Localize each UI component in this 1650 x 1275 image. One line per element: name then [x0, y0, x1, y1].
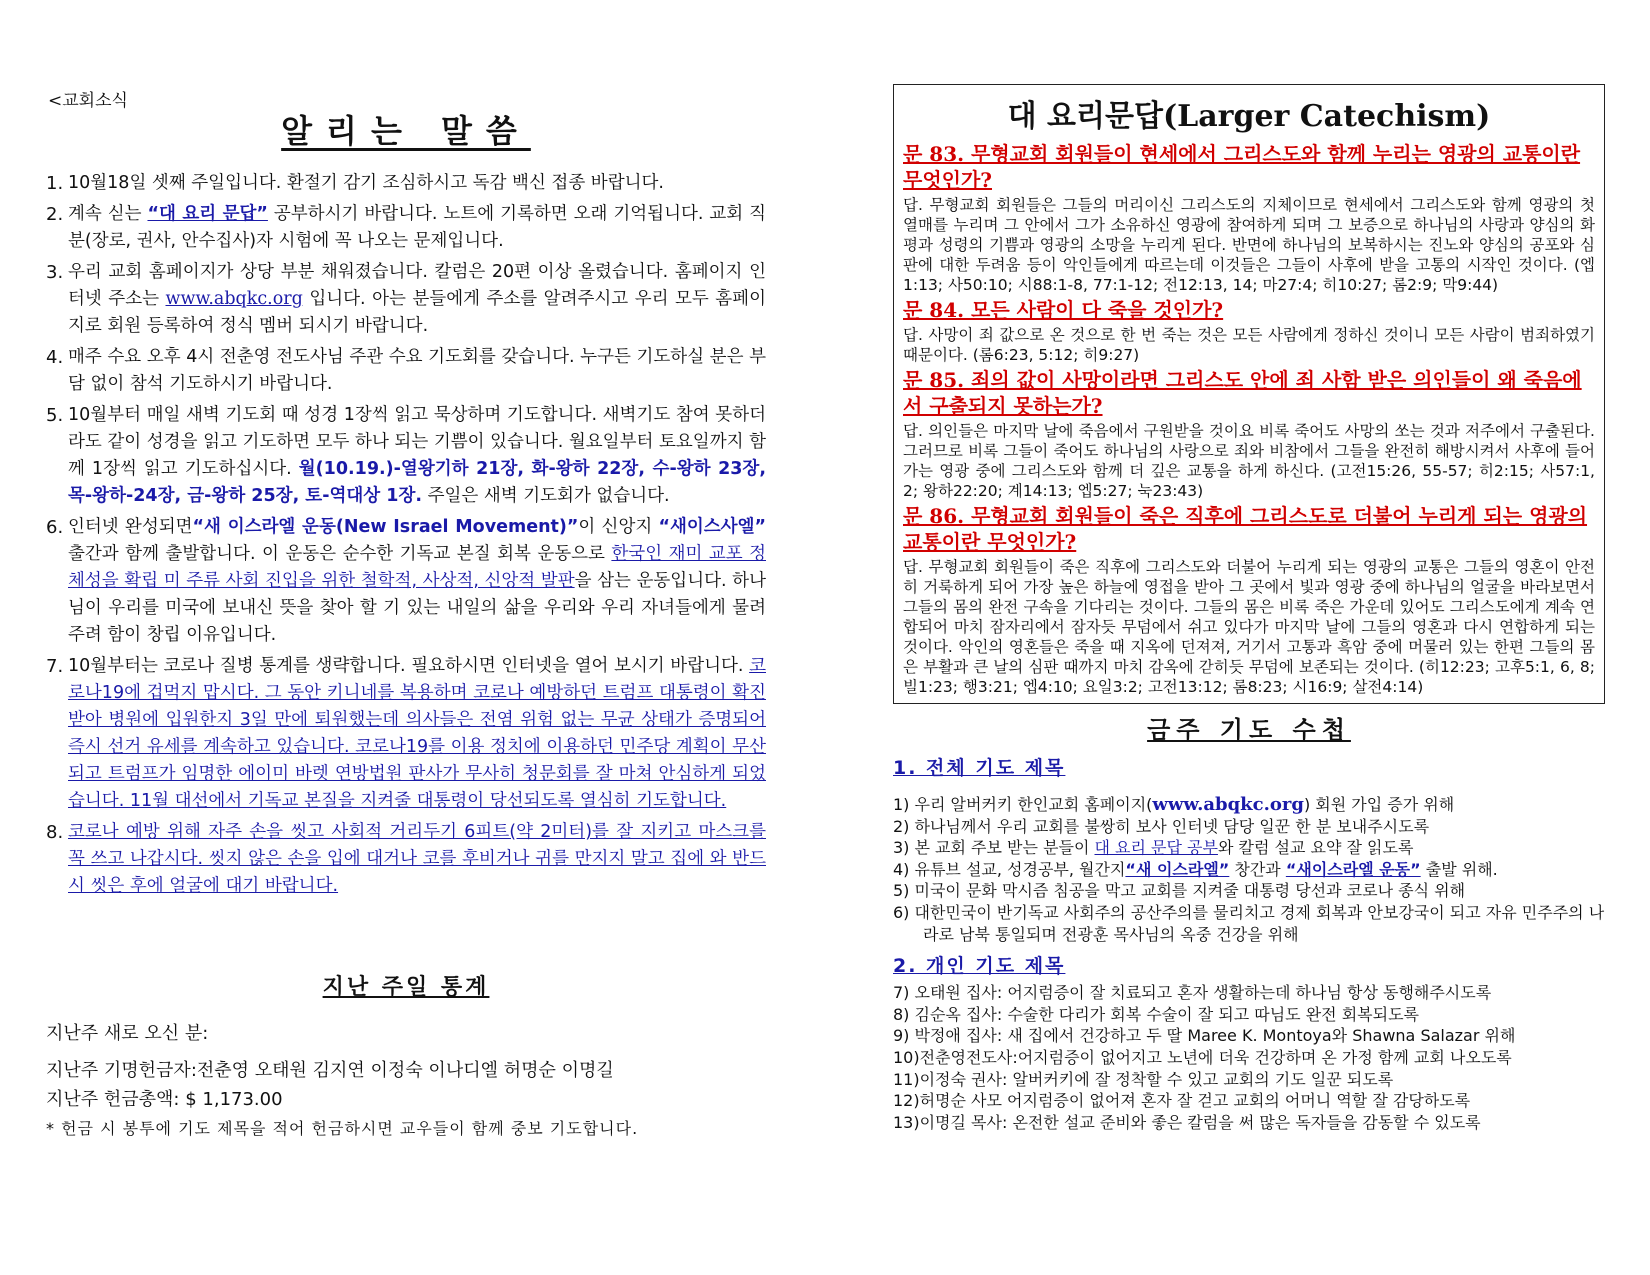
left-column [46, 80, 766, 1143]
stats-block [46, 1019, 766, 1143]
announcement-item: 7. 10월부터는 코로나 질병 통계를 생략합니다. 필요하시면 인터넷을 열어 보시기 바랍니다. 코로나19에 겁먹지 맙시다. 그 동안 키니네를 복용하며 코로나 예방하던 트럼프 대통령이 확진 받아 병원에 입원한지 3일 만에 퇴원했는데 의사들은 전염 위험 없는 무균 상태가 증명되어 즉시 선거 유세를 계속하고 있습니다. 코로나19를 이용 정치에 이용하던 민주당 계획이 무산되고 트럼프가 임명한 에이미 바렛 연방법원 판사가 무사히 청문회를 잘 마쳐 안심하게 되었습니다. 11월 대선에서 기독교 본질을 지켜줄 대통령이 당선되도록 열심히 기도합니다. [46, 656, 766, 811]
reading-schedule: 월(10.19.)-열왕기하 21장, 화-왕하 22장, 수-왕하 23장, 목-왕하-24장, 금-왕하 25장, 토-역대상 1장. [68, 459, 766, 506]
catechism-title: 대 요리문답(Larger Catechism) [1007, 99, 1491, 134]
offering-total: 지난주 헌금총액: $ 1,173.00 [46, 1089, 283, 1110]
announcement-item: 2. 계속 싣는 “대 요리 문답” 공부하시기 바랍니다. 노트에 기록하면 오래 기억됩니다. 교회 직분(장로, 권사, 안수집사)자 시험에 꼭 나오는 문제입니다. [46, 204, 767, 251]
prayer-item: 1) 우리 알버커키 한인교회 홈페이지(www.abqkc.org) 회원 가입 증가 위해 [893, 794, 1455, 815]
question: 문 83. 무형교회 회원들이 현세에서 그리스도와 함께 누리는 영광의 교통이란 무엇인가? [903, 142, 1581, 192]
answer: 답. 의인들은 마지막 날에 죽음에서 구원받을 것이요 비록 죽어도 사망의 쏘는 것과 저주에서 구출된다. 그러므로 비록 그들이 죽어도 하나님의 사랑으로 죄와 비참에서 그들을 완전히 해방시켜서 사후에 들어가는 영광 중에 그리스도와 함께 더 깊은 교통을 하게 하신다. (고전15:26, 55-57; 히2:15; 사57:1, 2; 왕하22:20; 계14:13; 엡5:27; 눅23:43) [903, 422, 1595, 500]
catechism-box [893, 84, 1605, 704]
prayer-item: 2) 하나님께서 우리 교회를 불쌍히 보사 인터넷 담당 일꾼 한 분 보내주시도록 [893, 816, 1430, 836]
prayer-item: 5) 미국이 문화 막시즘 침공을 막고 교회를 지켜줄 대통령 당선과 코로나 종식 위해 [893, 881, 1466, 901]
answer: 답. 무형교회 회원들이 죽은 직후에 그리스도와 더불어 누리게 되는 영광의 교통은 그들의 영혼이 안전히 거룩하게 되어 가장 높은 하늘에 영접을 받아 그 곳에서 빛과 영광 중에 하나님의 얼굴을 바라보면서 그들의 몸의 완전 구속을 기다리는 것이다. 그들의 몸은 비록 죽은 가운데 있어도 그리스도에게 계속 연합되어 마치 잠자리에서 잠자듯 무덤에서 쉬고 있다가 마지막 날에 그들의 영혼과 다시 연합하게 되는 것이다. 악인의 영혼들은 죽을 때 지옥에 던져져, 거기서 고통과 흑암 중에 머물러 있는 한편 그들의 몸은 부활과 큰 날의 심판 때까지 마치 감옥에 갇히듯 무덤에 보존되는 것이다. (히12:23; 고후5:1, 6, 8; 빌1:23; 행3:21; 엡4:10; 요일3:2; 고전13:12; 롬8:23; 시16:9; 살전4:14) [903, 558, 1595, 696]
right-column [893, 84, 1605, 1133]
announcement-list [46, 170, 766, 900]
announcements-title: 알리는 말씀 [281, 112, 531, 150]
question: 문 86. 무형교회 회원들이 죽은 직후에 그리스도로 더불어 누리게 되는 영광의 교통이란 무엇인가? [903, 504, 1588, 554]
stats-title: 지난 주일 통계 [322, 975, 490, 1000]
announcement-item: 8. 코로나 예방 위해 자주 손을 씻고 사회적 거리두기 6피트(약 2미터)를 잘 지키고 마스크를 꼭 쓰고 나갑시다. 씻지 않은 손을 입에 대거나 코를 후비거나 귀를 만지지 말고 집에 와 반드시 씻은 후에 얼굴에 대기 바랍니다. [46, 822, 766, 896]
announcement-item: 4. 매주 수요 오후 4시 전춘영 전도사님 주관 수요 기도회를 갖습니다. 누구든 기도하실 분은 부담 없이 참석 기도하시기 바랍니다. [46, 347, 766, 394]
prayer-item: 10)전춘영전도사:어지럼증이 없어지고 노년에 더욱 건강하며 온 가정 함께 교회 나오도록 [893, 1047, 1512, 1067]
offering-note: * 헌금 시 봉투에 기도 제목을 적어 헌금하시면 교우들이 함께 중보 기도합니다. [46, 1119, 639, 1138]
section-heading: 2. 개인 기도 제목 [893, 955, 1066, 978]
question: 문 84. 모든 사람이 다 죽을 것인가? [903, 298, 1224, 322]
prayer-list-personal [893, 982, 1605, 1133]
announcement-item: 6. 인터넷 완성되면“새 이스라엘 운동(New Israel Movement)”이 신앙지 “새이스사엘” 출간과 함께 출발합니다. 이 운동은 순수한 기독교 본질 회복 운동으로 한국인 재미 교포 정체성을 확립 미 주류 사회 진입을 위한 철학적, 사상적, 신앙적 발판을 삼는 운동입니다. 하나님이 우리를 미국에 보내신 뜻을 찾아 할 기 있는 내일의 삶을 우리와 우리 자녀들에게 물려주려 함이 창립 이유입니다. [46, 517, 766, 645]
prayer-item: 7) 오태원 집사: 어지럼증이 잘 치료되고 혼자 생활하는데 하나님 항상 동행해주시도록 [893, 983, 1492, 1003]
announcement-item: 1. 10월18일 셋째 주일입니다. 환절기 감기 조심하시고 독감 백신 접종 바랍니다. [46, 173, 664, 194]
announcement-item: 3. 우리 교회 홈페이지가 상당 부분 채워졌습니다. 칼럼은 20편 이상 올렸습니다. 홈페이지 인터넷 주소는 www.abqkc.org 입니다. 아는 분들에게 주소를 알려주시고 우리 모두 홈페이지로 회원 등록하여 정식 멤버 되시기 바랍니다. [46, 262, 766, 336]
homepage-link[interactable]: www.abqkc.org [1152, 794, 1304, 815]
catechism-highlight: “대 요리 문답” [147, 204, 268, 224]
section-label: <교회소식 [48, 91, 128, 111]
prayer-list-general [893, 794, 1605, 945]
prayer-item: 11)이정숙 권사: 알버커키에 잘 정착할 수 있고 교회의 기도 일꾼 되도록 [893, 1069, 1394, 1089]
prayer-item: 13)이명길 목사: 온전한 설교 준비와 좋은 칼럼을 써 많은 독자들을 감동할 수 있도록 [893, 1112, 1481, 1132]
prayer-item: 12)허명순 사모 어지럼증이 없어져 혼자 잘 걷고 교회의 어머니 역할 잘 감당하도록 [893, 1091, 1471, 1111]
prayer-item: 4) 유튜브 설교, 성경공부, 월간지“새 이스라엘” 창간과 “새이스라엘 운동” 출발 위해. [893, 859, 1498, 879]
prayer-item: 3) 본 교회 주보 받는 분들이 대 요리 문답 공부와 칼럼 설교 요약 잘 읽도록 [893, 838, 1414, 858]
donors: 지난주 기명헌금자:전춘영 오태원 김지연 이정숙 이나디엘 허명순 이명길 [46, 1060, 614, 1081]
prayer-item: 8) 김순옥 집사: 수술한 다리가 회복 수술이 잘 되고 따님도 완전 회복되도록 [893, 1004, 1419, 1024]
answer: 답. 사망이 죄 값으로 온 것으로 한 번 죽는 것은 모든 사람에게 정하신 것이니 모든 사람이 범죄하였기 때문이다. (롬6:23, 5:12; 히9:27) [903, 326, 1595, 364]
section-heading: 1. 전체 기도 제목 [893, 757, 1066, 779]
answer: 답. 무형교회 회원들은 그들의 머리이신 그리스도의 지체이므로 현세에서 그리스도와 함께 영광의 첫 열매를 누리며 그 안에서 그가 소유하신 영광에 참여하게 되며 그 보증으로 하나님의 사랑과 양심의 화평과 성령의 기쁨과 영광의 소망을 누리게 된다. 반면에 하나님의 보복하시는 진노와 양심의 공포와 심판에 대한 두려움 등이 악인들에게 따르는데 이것들은 그들이 사후에 받을 고통의 시작인 것이다. (엡1:13; 사50:10; 시88:1-8, 77:1-12; 전12:13, 14; 마27:4; 히10:27; 롬2:9; 막9:44) [903, 196, 1595, 294]
prayer-item: 9) 박정애 집사: 새 집에서 건강하고 두 딸 Maree K. Montoya와 Shawna Salazar 위해 [893, 1026, 1516, 1046]
new-visitors: 지난주 새로 오신 분: [46, 1023, 209, 1044]
announcement-item: 5. 10월부터 매일 새벽 기도회 때 성경 1장씩 읽고 묵상하며 기도합니다. 새벽기도 참여 못하더라도 같이 성경을 읽고 기도하면 모두 하나 되는 기쁨이 있습니다. 월요일부터 토요일까지 함께 1장씩 읽고 기도하십시다. 월(10.19.)-열왕기하 21장, 화-왕하 22장, 수-왕하 23장, 목-왕하-24장, 금-왕하 25장, 토-역대상 1장. 주일은 새벽 기도회가 없습니다. [46, 405, 766, 506]
prayer-item: 6) 대한민국이 반기독교 사회주의 공산주의를 물리치고 경제 회복과 안보강국이 되고 자유 민주주의 나라로 남북 통일되며 전광훈 목사님의 옥중 건강을 위해 [893, 902, 1605, 944]
homepage-link[interactable]: www.abqkc.org [165, 289, 303, 309]
question: 문 85. 죄의 값이 사망이라면 그리스도 안에 죄 사함 받은 의인들이 왜 죽음에서 구출되지 못하는가? [903, 368, 1582, 418]
prayer-title: 금주 기도 수첩 [1147, 716, 1351, 744]
